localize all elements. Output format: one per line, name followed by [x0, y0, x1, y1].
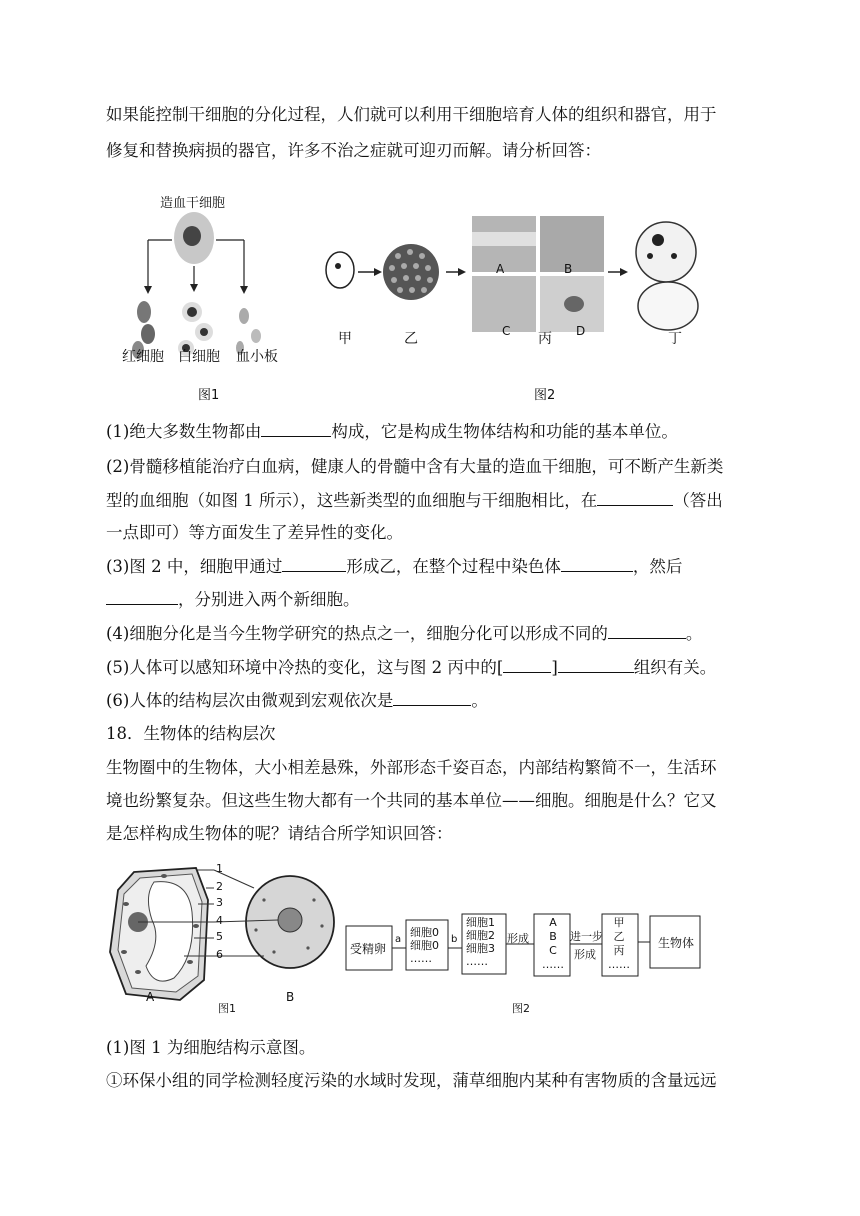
stage-label-ding: 丁 [668, 331, 682, 347]
label-platelet: 血小板 [236, 349, 278, 365]
figure-2-top-caption: 图2 [534, 388, 556, 403]
figure-2-top [318, 210, 718, 410]
question-2-line-2: 型的血细胞（如图 1 所示），这些新类型的血细胞与干细胞相比，在 （答出 [106, 491, 723, 510]
flow-box-3: 细胞1 细胞2 细胞3 …… [466, 916, 495, 968]
tail-line-2: ①环保小组的同学检测轻度污染的水域时发现，蒲草细胞内某种有害物质的含量远远 [106, 1071, 717, 1090]
answer-blank-7[interactable] [503, 656, 551, 673]
tissue-label-a: A [496, 262, 505, 276]
section-18-line-1: 生物圈中的生物体，大小相差悬殊，外部形态千姿百态，内部结构繁简不一，生活环 [106, 758, 717, 777]
question-3-line-2: ，分别进入两个新细胞。 [106, 588, 360, 611]
cell-label-a: A [146, 990, 155, 1004]
intro-line-2: 修复和替换病损的器官，许多不治之症就可迎刃而解。请分析回答： [106, 141, 601, 160]
tail-line-1: (1)图 1 为细胞结构示意图。 [106, 1038, 316, 1057]
flow-box-2: 细胞0 细胞0 …… [410, 926, 439, 965]
figure-1-bottom-caption: 图1 [218, 1002, 236, 1015]
development-diagram [318, 210, 718, 345]
cell-label-b: B [286, 990, 295, 1004]
figure-2-bottom [344, 910, 704, 1014]
flow-organism: 生物体 [658, 936, 695, 950]
figure-2-bottom-caption: 图2 [512, 1002, 530, 1015]
flow-label-a: a [395, 934, 402, 945]
answer-blank-4[interactable] [561, 555, 633, 572]
answer-blank-2[interactable] [597, 489, 673, 506]
flow-box-4: A B C …… [542, 916, 564, 971]
answer-blank-3[interactable] [282, 555, 346, 572]
flow-label-b: b [451, 934, 458, 945]
tissue-label-b: B [564, 262, 573, 276]
question-2-line-3: 一点即可）等方面发生了差异性的变化。 [106, 523, 403, 542]
tissue-label-c: C [502, 324, 511, 338]
stage-label-jia: 甲 [338, 331, 352, 347]
figure-1-top [110, 188, 310, 408]
stage-label-yi: 乙 [404, 331, 418, 347]
part-number-2: 2 [216, 880, 223, 893]
answer-blank-6[interactable] [608, 622, 686, 639]
part-number-6: 6 [216, 948, 223, 961]
flowchart-lines [344, 910, 704, 990]
question-6: (6)人体的结构层次由微观到宏观依次是 。 [106, 691, 488, 710]
answer-blank-1[interactable] [261, 420, 331, 437]
label-red-blood-cell: 红细胞 [122, 349, 164, 365]
answer-blank-5[interactable] [106, 588, 178, 605]
question-2-line-1: (2)骨髓移植能治疗白血病，健康人的骨髓中含有大量的造血干细胞，可不断产生新类 [106, 457, 724, 476]
question-3-line-1: (3)图 2 中，细胞甲通过 形成乙，在整个过程中染色体 ，然后 [106, 557, 683, 576]
answer-blank-8[interactable] [558, 656, 634, 673]
question-4: (4)细胞分化是当今生物学研究的热点之一，细胞分化可以形成不同的 。 [106, 624, 703, 643]
figure-1-top-caption: 图1 [198, 388, 220, 403]
flow-box-5: 甲 乙 丙 …… [608, 916, 630, 971]
question-1: (1)绝大多数生物都由 构成，它是构成生物体结构和功能的基本单位。 [106, 422, 678, 441]
section-18-line-3: 是怎样构成生物体的呢？请结合所学知识回答： [106, 824, 453, 843]
tissue-label-d: D [576, 324, 586, 338]
flow-form-2-line-2: 形成 [574, 948, 596, 961]
part-number-5: 5 [216, 930, 223, 943]
flow-form-2-line-1: 进一步 [570, 930, 603, 943]
part-number-3: 3 [216, 896, 223, 909]
intro-line-1: 如果能控制干细胞的分化过程，人们就可以利用干细胞培育人体的组织和器官，用于 [106, 105, 717, 124]
label-white-blood-cell: 白细胞 [178, 349, 220, 365]
cell-structure-diagram [104, 860, 344, 1016]
stage-label-bing: 丙 [538, 331, 552, 347]
question-5: (5)人体可以感知环境中冷热的变化，这与图 2 丙中的[ ] 组织有关。 [106, 658, 717, 677]
part-number-4: 4 [216, 914, 223, 927]
section-18-heading: 18．生物体的结构层次 [106, 724, 276, 743]
part-number-1: 1 [216, 862, 223, 875]
figure-1-bottom [104, 860, 344, 1016]
flow-form-1: 形成 [507, 932, 529, 945]
section-18-line-2: 境也纷繁复杂。但这些生物大都有一个共同的基本单位——细胞。细胞是什么？它又 [106, 791, 717, 810]
stem-cell-title: 造血干细胞 [160, 196, 226, 211]
flow-fertilized-egg: 受精卵 [350, 942, 387, 956]
answer-blank-9[interactable] [393, 689, 471, 706]
